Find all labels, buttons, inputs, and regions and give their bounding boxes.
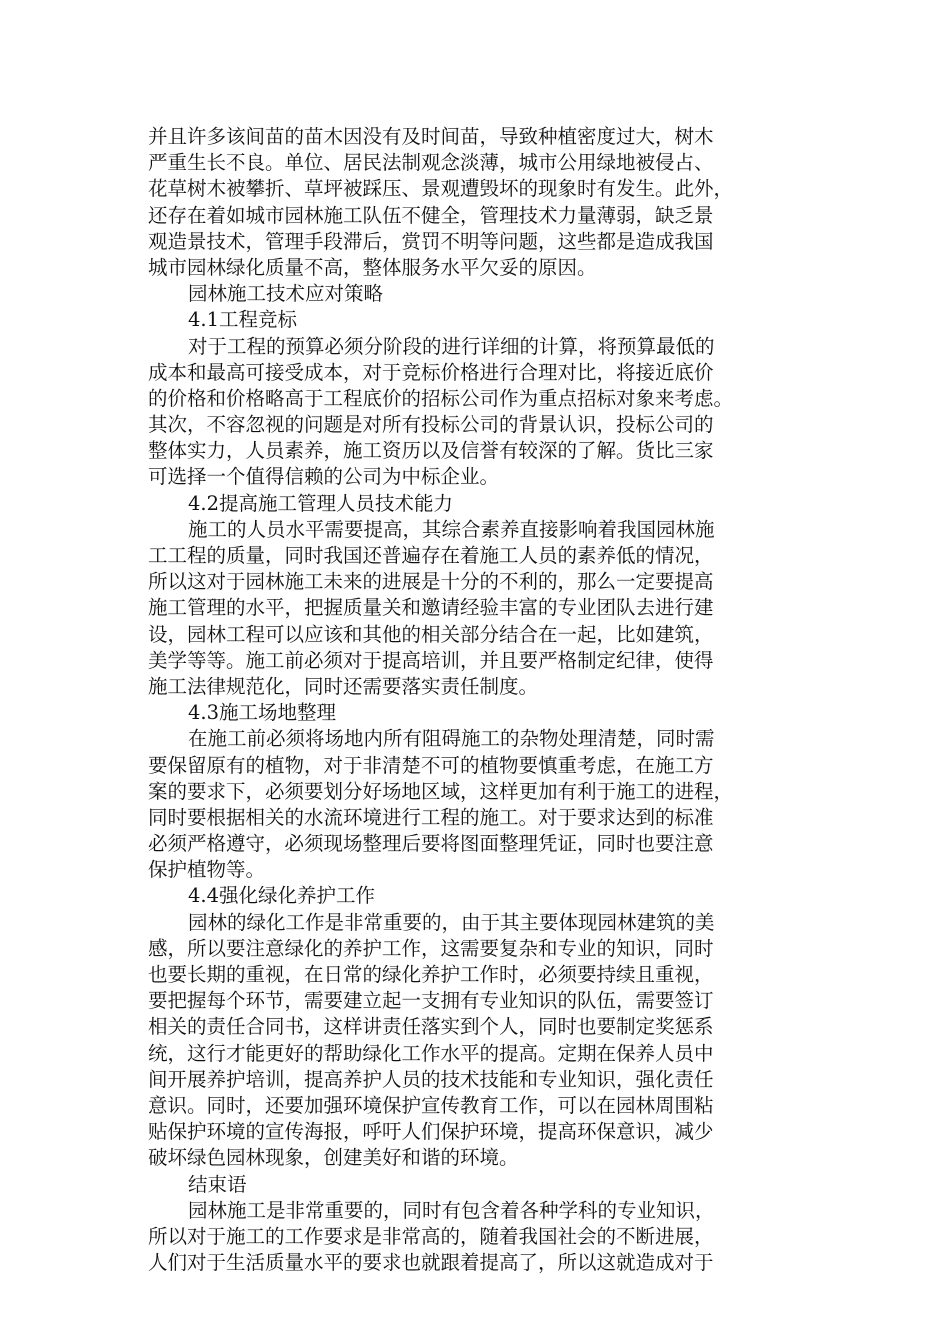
text-line: 贴保护环境的宣传海报，呼吁人们保护环境，提高环保意识，减少 — [148, 1120, 714, 1144]
text-line: 设，园林工程可以应该和其他的相关部分结合在一起，比如建筑， — [148, 622, 714, 646]
text-line: 间开展养护培训，提高养护人员的技术技能和专业知识，强化责任 — [148, 1067, 714, 1091]
text-line: 严重生长不良。单位、居民法制观念淡薄，城市公用绿地被侵占、 — [148, 151, 714, 175]
text-line: 观造景技术，管理手段滞后，赏罚不明等问题，这些都是造成我国 — [148, 229, 714, 253]
text-line: 园林施工技术应对策略 — [188, 282, 384, 306]
text-line: 成本和最高可接受成本，对于竞标价格进行合理对比，将接近底价 — [148, 360, 714, 384]
text-line: 其次，不容忽视的问题是对所有投标公司的背景认识，投标公司的 — [148, 413, 714, 437]
document-body — [148, 124, 808, 1276]
text-line: 破坏绿色园林现象，创建美好和谐的环境。 — [148, 1146, 519, 1170]
text-line: 保护植物等。 — [148, 858, 266, 882]
text-line: 4.2提高施工管理人员技术能力 — [188, 491, 454, 515]
text-line: 同时要根据相关的水流环境进行工程的施工。对于要求达到的标准 — [148, 805, 714, 829]
text-line: 可选择一个值得信赖的公司为中标企业。 — [148, 465, 500, 489]
text-line: 还存在着如城市园林施工队伍不健全，管理技术力量薄弱，缺乏景 — [148, 203, 714, 227]
text-line: 意识。同时，还要加强环境保护宣传教育工作，可以在园林周围粘 — [148, 1093, 714, 1117]
text-line: 的价格和价格略高于工程底价的招标公司作为重点招标对象来考虑。 — [148, 386, 734, 410]
text-line: 要把握每个环节，需要建立起一支拥有专业知识的队伍，需要签订 — [148, 989, 714, 1013]
text-line: 美学等等。施工前必须对于提高培训，并且要严格制定纪律，使得 — [148, 648, 714, 672]
text-line: 所以对于施工的工作要求是非常高的，随着我国社会的不断进展， — [148, 1224, 714, 1248]
text-line: 在施工前必须将场地内所有阻碍施工的杂物处理清楚，同时需 — [188, 727, 715, 751]
text-line: 工工程的质量，同时我国还普遍存在着施工人员的素养低的情况， — [148, 544, 714, 567]
text-line: 相关的责任合同书，这样讲责任落实到个人，同时也要制定奖惩系 — [148, 1015, 714, 1039]
text-line: 必须严格遵守，必须现场整理后要将图面整理凭证，同时也要注意 — [148, 832, 714, 856]
text-line: 园林施工是非常重要的，同时有包含着各种学科的专业知识， — [188, 1198, 715, 1222]
text-line: 花草树木被攀折、草坪被踩压、景观遭毁坏的现象时有发生。此外， — [148, 177, 734, 201]
text-line: 所以这对于园林施工未来的进展是十分的不利的，那么一定要提高 — [148, 570, 714, 594]
text-line: 感，所以要注意绿化的养护工作，这需要复杂和专业的知识，同时 — [148, 936, 714, 960]
text-line: 城市园林绿化质量不高，整体服务水平欠妥的原因。 — [148, 255, 597, 279]
text-line: 施工的人员水平需要提高，其综合素养直接影响着我国园林施 — [188, 517, 715, 541]
text-line: 也要长期的重视，在日常的绿化养护工作时，必须要持续且重视， — [148, 963, 714, 986]
text-line: 4.3施工场地整理 — [188, 701, 337, 725]
text-line: 人们对于生活质量水平的要求也就跟着提高了，所以这就造成对于 — [148, 1251, 714, 1275]
text-line: 结束语 — [188, 1172, 247, 1196]
text-line: 整体实力，人员素养，施工资历以及信誉有较深的了解。货比三家 — [148, 439, 714, 463]
text-line: 案的要求下，必须要划分好场地区域，这样更加有利于施工的进程， — [148, 779, 734, 803]
text-line: 4.4强化绿化养护工作 — [188, 884, 376, 908]
text-line: 4.1工程竞标 — [188, 308, 298, 332]
text-line: 施工管理的水平，把握质量关和邀请经验丰富的专业团队去进行建 — [148, 596, 714, 620]
text-line: 园林的绿化工作是非常重要的，由于其主要体现园林建筑的美 — [188, 910, 715, 934]
text-line: 并且许多该间苗的苗木因没有及时间苗，导致种植密度过大，树木 — [148, 125, 714, 148]
text-line: 施工法律规范化，同时还需要落实责任制度。 — [148, 674, 539, 698]
text-line: 要保留原有的植物，对于非清楚不可的植物要慎重考虑，在施工方 — [148, 753, 714, 777]
text-line: 统，这行才能更好的帮助绿化工作水平的提高。定期在保养人员中 — [148, 1041, 714, 1065]
text-line: 对于工程的预算必须分阶段的进行详细的计算，将预算最低的 — [188, 334, 715, 358]
